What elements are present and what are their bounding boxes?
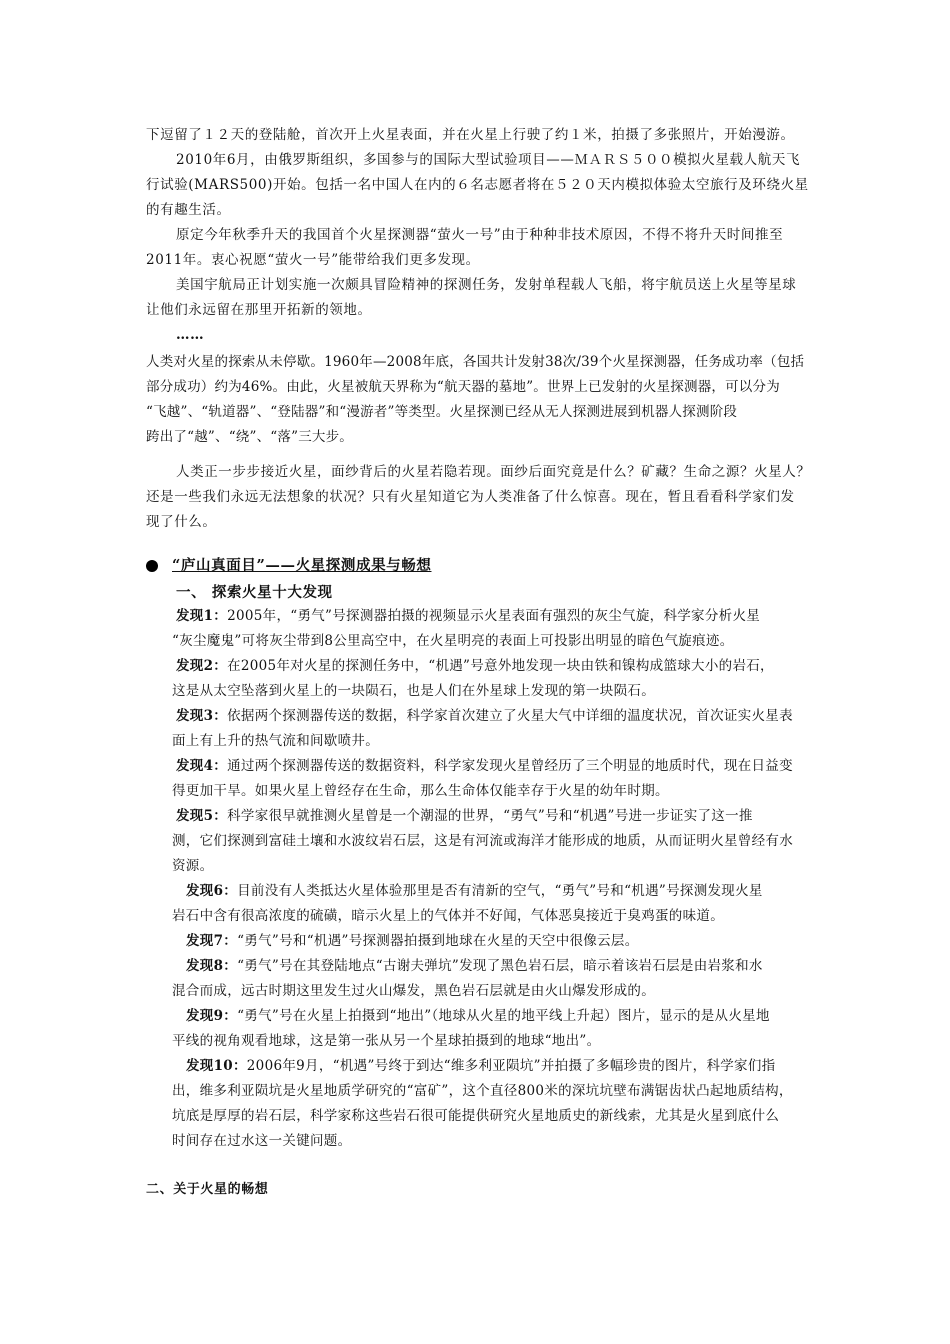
finding-label: 发现1： bbox=[176, 608, 228, 624]
finding-text: 科学家很早就推测火星曾是一个潮湿的世界，“勇气”号和“机遇”号进一步证实了这一推 bbox=[227, 808, 753, 824]
finding-8-line-2: 混合而成，远古时期这里发生过火山爆发，黑色岩石层就是由火山爆发形成的。 bbox=[172, 983, 655, 999]
finding-9-line-2: 平线的视角观看地球，这是第一张从另一个星球拍摄到的地球“地出”。 bbox=[172, 1033, 601, 1049]
finding-8-line-1 bbox=[186, 954, 763, 979]
intro-p6-line-3: 现了什么。 bbox=[146, 514, 217, 530]
finding-label: 发现9： bbox=[186, 1008, 238, 1024]
finding-7-line-1 bbox=[186, 929, 639, 954]
finding-text: 依据两个探测器传送的数据，科学家首次建立了火星大气中详细的温度状况，首次证实火星表 bbox=[227, 708, 793, 724]
finding-10-line-2: 出，维多利亚陨坑是火星地质学研究的“富矿”，这个直径800米的深坑坑壁布满锯齿状凸起地质结构， bbox=[172, 1083, 793, 1099]
finding-10-line-1 bbox=[186, 1054, 775, 1079]
finding-text: 通过两个探测器传送的数据资料，科学家发现火星曾经历了三个明显的地质时代，现在日益变 bbox=[227, 758, 793, 774]
finding-1-line-1 bbox=[176, 604, 760, 629]
intro-p2-line-3: 的有趣生活。 bbox=[146, 202, 231, 218]
finding-text: 在2005年对火星的探测任务中，“机遇”号意外地发现一块由铁和镍构成篮球大小的岩石， bbox=[227, 658, 774, 674]
finding-label: 发现10： bbox=[186, 1058, 247, 1074]
finding-label: 发现7： bbox=[186, 933, 238, 949]
finding-label: 发现6： bbox=[186, 883, 238, 899]
section-title: “庐山真面目”——火星探测成果与畅想 bbox=[172, 557, 432, 574]
finding-10-line-3: 坑底是厚厚的岩石层，科学家称这些岩石很可能提供研究火星地质史的新线索，尤其是火星到底什么 bbox=[172, 1108, 780, 1124]
finding-3-line-2: 面上有上升的热气流和间歇喷井。 bbox=[172, 733, 379, 749]
intro-p6-line-2: 还是一些我们永远无法想象的状况？只有火星知道它为人类准备了什么惊喜。现在，暂且看看科学家们发 bbox=[146, 489, 795, 505]
bullet-icon bbox=[146, 560, 158, 572]
finding-10-line-4: 时间存在过水这一关键问题。 bbox=[172, 1133, 352, 1149]
intro-p3-line-2: 2011年。衷心祝愿“萤火一号”能带给我们更多发现。 bbox=[146, 252, 480, 268]
finding-3-line-1 bbox=[176, 704, 793, 729]
finding-text: 2005年，“勇气”号探测器拍摄的视频显示火星表面有强烈的灰尘气旋，科学家分析火星 bbox=[227, 608, 761, 624]
finding-4-line-2: 得更加干旱。如果火星上曾经存在生命，那么生命体仅能幸存于火星的幼年时期。 bbox=[172, 783, 669, 799]
finding-text: “勇气”号在火星上拍摄到“地出”（地球从火星的地平线上升起）图片，显示的是从火星地 bbox=[237, 1008, 770, 1024]
finding-6-line-2: 岩石中含有很高浓度的硫磺，暗示火星上的气体并不好闻，气体恶臭接近于臭鸡蛋的味道。 bbox=[172, 908, 724, 924]
finding-6-line-1 bbox=[186, 879, 763, 904]
intro-p3-line-1: 原定今年秋季升天的我国首个火星探测器“萤火一号”由于种种非技术原因，不得不将升天时间推至 bbox=[176, 227, 784, 243]
subsection-title-1: 一、 探索火星十大发现 bbox=[176, 584, 333, 601]
finding-label: 发现3： bbox=[176, 708, 228, 724]
finding-5-line-2: 测，它们探测到富硅土壤和水波纹岩石层，这是有河流或海洋才能形成的地质，从而证明火星曾经有水 bbox=[172, 833, 793, 849]
ellipsis: …… bbox=[176, 327, 205, 343]
intro-p4-line-2: 让他们永远留在那里开拓新的领地。 bbox=[146, 302, 372, 318]
finding-text: 2006年9月，“机遇”号终于到达“维多利亚陨坑”并拍摄了多幅珍贵的图片，科学家们指 bbox=[246, 1058, 776, 1074]
finding-2-line-2: 这是从太空坠落到火星上的一块陨石，也是人们在外星球上发现的第一块陨石。 bbox=[172, 683, 655, 699]
finding-text: “勇气”号在其登陆地点“古谢夫弹坑”发现了黑色岩石层，暗示着该岩石层是由岩浆和水 bbox=[237, 958, 763, 974]
intro-p2-line-2: 行试验(MARS500)开始。包括一名中国人在内的６名志愿者将在５２０天内模拟体验太空旅行及环绕火星 bbox=[146, 177, 809, 193]
intro-p5-line-4: 跨出了“越”、“绕”、“落”三大步。 bbox=[146, 429, 354, 445]
subsection-title-2: 二、关于火星的畅想 bbox=[146, 1182, 269, 1197]
intro-p5-line-2: 部分成功）约为46%。由此，火星被航天界称为“航天器的墓地”。世界上已发射的火星探测器，可以分为 bbox=[146, 379, 780, 395]
finding-4-line-1 bbox=[176, 754, 793, 779]
finding-label: 发现2： bbox=[176, 658, 228, 674]
finding-text: “勇气”号和“机遇”号探测器拍摄到地球在火星的天空中很像云层。 bbox=[237, 933, 639, 949]
intro-line-1: 下逗留了１２天的登陆舱，首次开上火星表面，并在火星上行驶了约１米，拍摄了多张照片，开始漫游。 bbox=[146, 127, 795, 143]
finding-9-line-1 bbox=[186, 1004, 770, 1029]
finding-1-line-2: “灰尘魔鬼”可将灰尘带到8公里高空中，在火星明亮的表面上可投影出明显的暗色气旋痕迹。 bbox=[172, 633, 734, 649]
intro-p5-line-3: “飞越”、“轨道器”、“登陆器”和“漫游者”等类型。火星探测已经从无人探测进展到机器人探测阶段 bbox=[146, 404, 738, 420]
intro-p6-line-1: 人类正一步步接近火星，面纱背后的火星若隐若现。面纱后面究竟是什么？矿藏？生命之源？火星人？ bbox=[176, 464, 811, 480]
finding-label: 发现4： bbox=[176, 758, 228, 774]
finding-5-line-3: 资源。 bbox=[172, 858, 214, 874]
intro-p5-line-1: 人类对火星的探索从未停歇。1960年—2008年底，各国共计发射38次/39个火星探测器，任务成功率（包括 bbox=[146, 354, 805, 370]
finding-label: 发现8： bbox=[186, 958, 238, 974]
finding-text: 目前没有人类抵达火星体验那里是否有清新的空气，“勇气”号和“机遇”号探测发现火星 bbox=[237, 883, 763, 899]
finding-label: 发现5： bbox=[176, 808, 228, 824]
finding-2-line-1 bbox=[176, 654, 774, 679]
intro-p2-line-1: 2010年6月，由俄罗斯组织，多国参与的国际大型试验项目——ＭＡＲＳ５００模拟火星载人航天飞 bbox=[176, 152, 801, 168]
intro-p4-line-1: 美国宇航局正计划实施一次颇具冒险精神的探测任务，发射单程载人飞船，将宇航员送上火星等星球 bbox=[176, 277, 797, 293]
finding-5-line-1 bbox=[176, 804, 753, 829]
